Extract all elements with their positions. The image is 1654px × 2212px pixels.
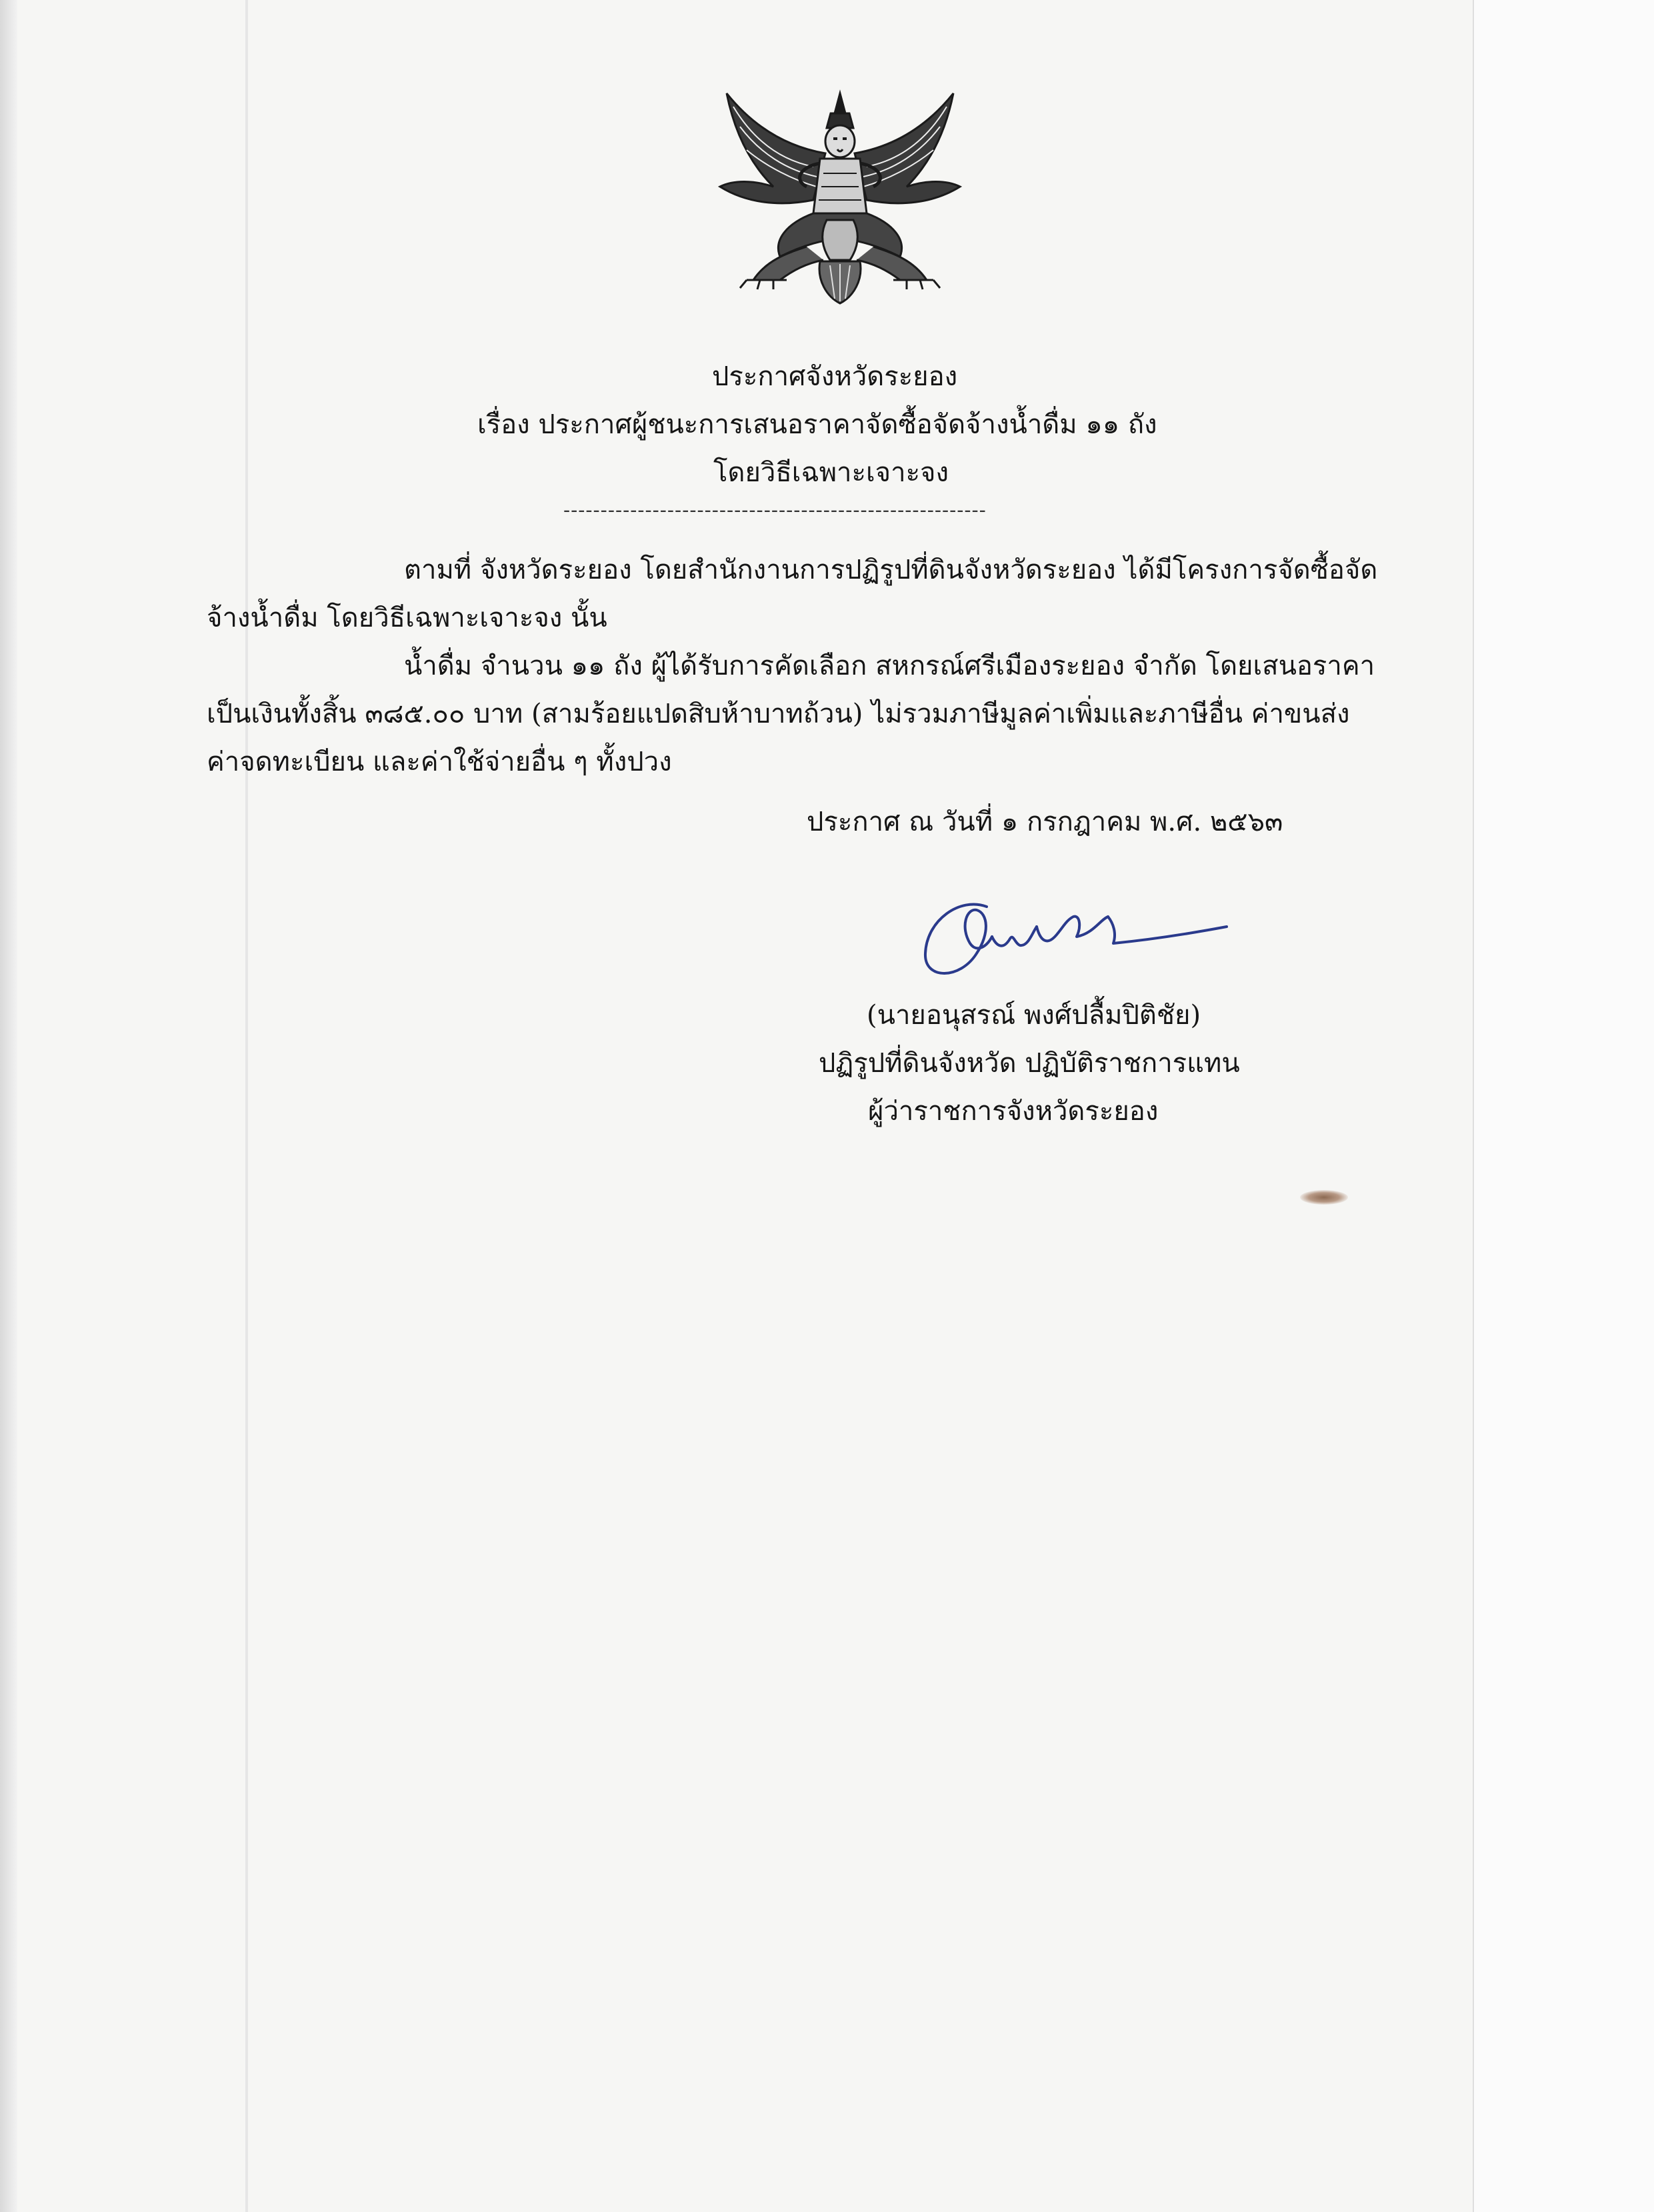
document-subject: เรื่อง ประกาศผู้ชนะการเสนอราคาจัดซื้อจัดจ้างน้ำดื่ม ๑๑ ถัง: [477, 409, 1157, 440]
paragraph-2-line-3: ค่าจดทะเบียน และค่าใช้จ่ายอื่น ๆ ทั้งปวง: [207, 747, 672, 777]
procurement-method: โดยวิธีเฉพาะเจาะจง: [713, 457, 949, 488]
scan-fold-line: [245, 0, 248, 2212]
paragraph-2-line-1: น้ำดื่ม จำนวน ๑๑ ถัง ผู้ได้รับการคัดเลือก สหกรณ์ศรีเมืองระยอง จำกัด โดยเสนอราคา: [404, 651, 1375, 681]
paragraph-2-line-2: เป็นเงินทั้งสิ้น ๓๘๕.๐๐ บาท (สามร้อยแปดสิบห้าบาทถ้วน) ไม่รวมภาษีมูลค่าเพิ่มและภาษีอื่น ค่าขนส่ง: [207, 699, 1350, 729]
garuda-emblem-icon: [707, 87, 973, 307]
scan-margin: [1474, 0, 1654, 2212]
paper-smudge: [1300, 1190, 1348, 1205]
divider: ---------------------------------------------------------: [563, 499, 987, 522]
signatory-position: ปฏิรูปที่ดินจังหวัด ปฏิบัติราชการแทน: [819, 1048, 1240, 1079]
scan-shadow: [0, 0, 17, 2212]
paragraph-1-line-1: ตามที่ จังหวัดระยอง โดยสำนักงานการปฏิรูปที่ดินจังหวัดระยอง ได้มีโครงการจัดซื้อจัด: [404, 555, 1378, 585]
handwritten-signature: [913, 880, 1240, 987]
signatory-office: ผู้ว่าราชการจังหวัดระยอง: [868, 1096, 1159, 1127]
document-title: ประกาศจังหวัดระยอง: [712, 361, 958, 392]
paragraph-1-line-2: จ้างน้ำดื่ม โดยวิธีเฉพาะเจาะจง นั้น: [207, 603, 607, 633]
announcement-date: ประกาศ ณ วันที่ ๑ กรกฎาคม พ.ศ. ๒๕๖๓: [807, 807, 1283, 837]
signatory-name: (นายอนุสรณ์ พงศ์ปลื้มปิติชัย): [867, 1000, 1201, 1031]
